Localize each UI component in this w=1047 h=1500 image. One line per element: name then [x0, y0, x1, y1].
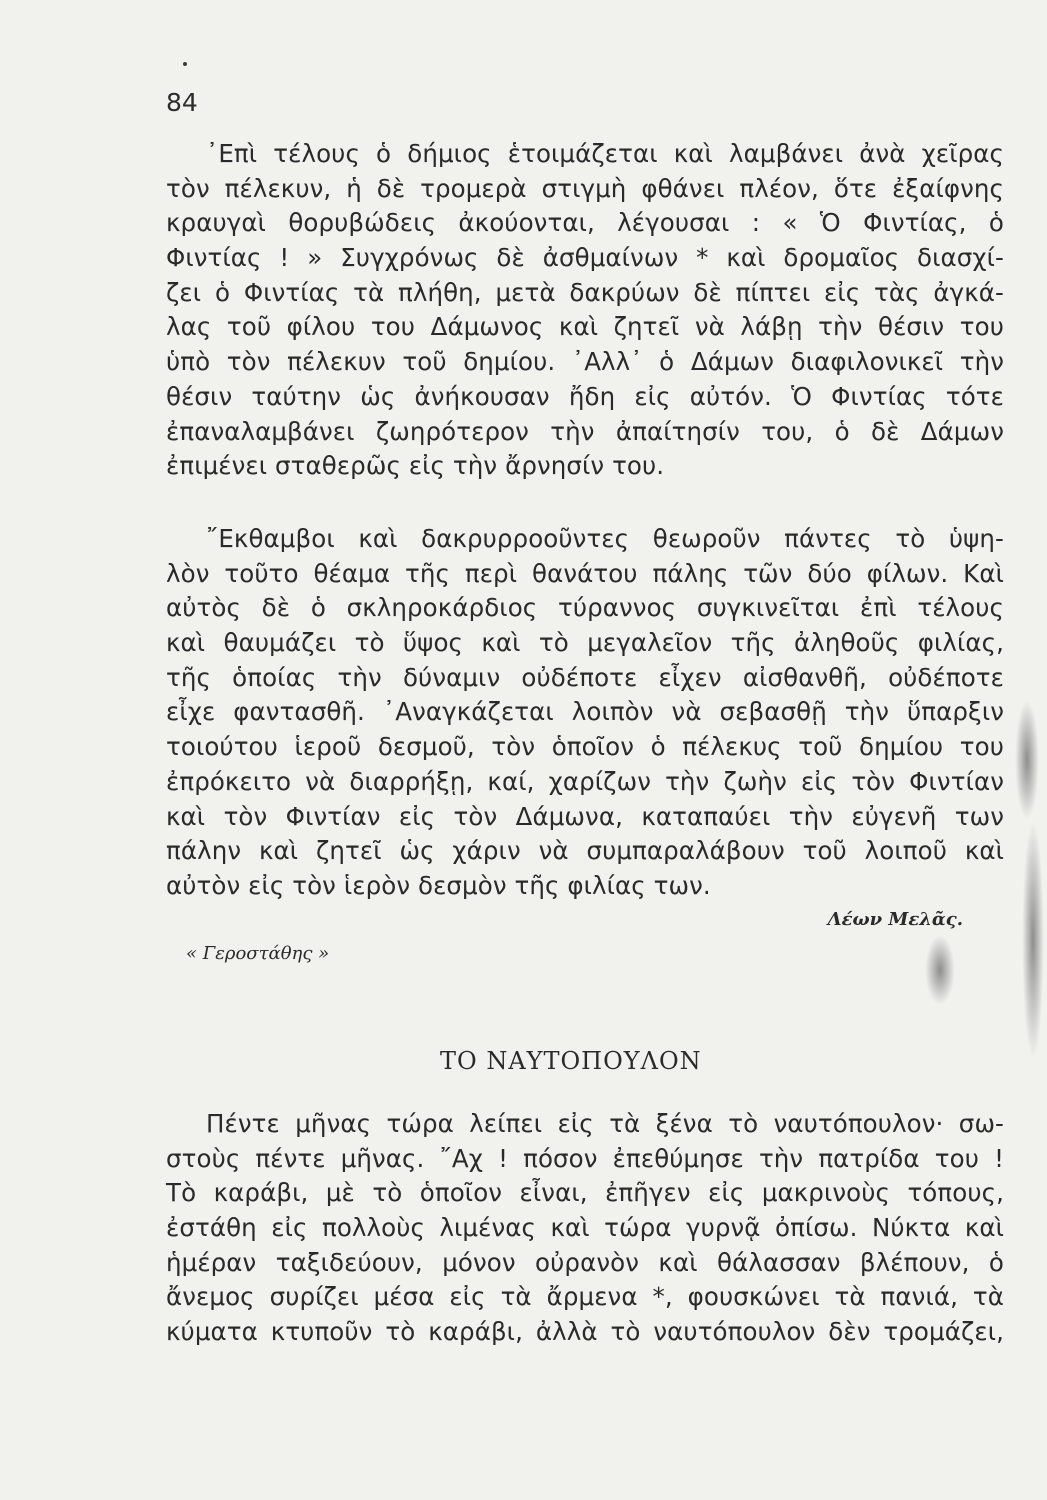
text-line: πάλην καὶ ζητεῖ ὡς χάριν νὰ συμπαραλάβουν τοῦ λοιποῦ καὶ: [166, 836, 1004, 866]
text-line: ἐπρόκειτο νὰ διαρρήξῃ, καί, χαρίζων τὴν ζωὴν εἰς τὸν Φιντίαν: [166, 766, 1004, 796]
text-line: Φιντίας ! » Συγχρόνως δὲ ἀσθμαίνων * καὶ δρομαῖος διασχί-: [166, 243, 1004, 273]
text-line: ῎Εκθαμβοι καὶ δακρυρροοῦντες θεωροῦν πάντες τὸ ὑψη-: [206, 524, 1004, 553]
source-citation: « Γεροστάθης »: [186, 943, 330, 964]
text-line: στοὺς πέντε μῆνας. ῎Αχ ! πόσον ἐπεθύμησε τὴν πατρίδα του !: [166, 1143, 1004, 1173]
text-line: λὸν τοῦτο θέαμα τῆς περὶ θανάτου πάλης τῶν δύο φίλων. Καὶ: [166, 558, 1004, 588]
paragraph-2: [166, 522, 1004, 904]
text-line: κύματα κτυποῦν τὸ καράβι, ἀλλὰ τὸ ναυτόπουλον δὲν τρομάζει,: [166, 1317, 1004, 1347]
text-line: καὶ τὸν Φιντίαν εἰς τὸν Δάμωνα, καταπαύει τὴν εὐγενῆ των: [166, 801, 1004, 831]
page-number: 84: [166, 88, 198, 117]
text-line: λας τοῦ φίλου του Δάμωνος καὶ ζητεῖ νὰ λάβῃ τὴν θέσιν του: [166, 312, 1004, 342]
text-line: ἡμέραν ταξιδεύουν, μόνον οὐρανὸν καὶ θάλασσαν βλέπουν, ὁ: [166, 1247, 1004, 1277]
text-line: ὑπὸ τὸν πέλεκυν τοῦ δημίου. ᾿Αλλ᾿ ὁ Δάμων διαφιλονικεῖ τὴν: [166, 347, 1004, 377]
text-line: τοιούτου ἱεροῦ δεσμοῦ, τὸν ὁποῖον ὁ πέλεκυς τοῦ δημίου του: [166, 732, 1004, 762]
author-signature: Λέων Μελᾶς.: [827, 909, 963, 930]
text-line: ζει ὁ Φιντίας τὰ πλήθη, μετὰ δακρύων δὲ πίπτει εἰς τὰς ἀγκά-: [166, 277, 1004, 307]
text-line: τὸν πέλεκυν, ἡ δὲ τρομερὰ στιγμὴ φθάνει πλέον, ὅτε ἐξαίφνης: [166, 173, 1004, 203]
text-line: εἶχε φαντασθῆ. ᾿Αναγκάζεται λοιπὸν νὰ σεβασθῇ τὴν ὕπαρξιν: [166, 697, 1004, 727]
text-line: Πέντε μῆνας τώρα λείπει εἰς τὰ ξένα τὸ ναυτόπουλον· σω-: [206, 1109, 1004, 1138]
text-line: ἐστάθη εἰς πολλοὺς λιμένας καὶ τώρα γυρνᾷ ὀπίσω. Νύκτα καὶ: [166, 1213, 1004, 1243]
text-line: αὐτὸς δὲ ὁ σκληροκάρδιος τύραννος συγκινεῖται ἐπὶ τέλους: [166, 593, 1004, 623]
scan-smudge: [925, 935, 955, 1005]
text-line: ἄνεμος συρίζει μέσα εἰς τὰ ἄρμενα *, φουσκώνει τὰ πανιά, τὰ: [166, 1282, 1004, 1312]
text-line: Τὸ καράβι, μὲ τὸ ὁποῖον εἶναι, ἐπῆγεν εἰς μακρινοὺς τόπους,: [166, 1178, 1004, 1208]
ink-dot: [183, 62, 187, 66]
text-line: ἐπαναλαμβάνει ζωηρότερον τὴν ἀπαίτησίν του, ὁ δὲ Δάμων: [166, 416, 1004, 446]
text-line: θέσιν ταύτην ὡς ἀνήκουσαν ἤδη εἰς αὐτόν. Ὁ Φιντίας τότε: [166, 381, 1004, 411]
text-line: κραυγαὶ θορυβώδεις ἀκούονται, λέγουσαι : « Ὁ Φιντίας, ὁ: [166, 208, 1004, 238]
text-line: τῆς ὁποίας τὴν δύναμιν οὐδέποτε εἶχεν αἰσθανθῆ, οὐδέποτε: [166, 662, 1004, 692]
text-line: ἐπιμένει σταθερῶς εἰς τὴν ἄρνησίν του.: [166, 451, 665, 481]
section-heading: ΤΟ ΝΑΥΤΟΠΟΥΛΟΝ: [440, 1047, 702, 1075]
paragraph-1: [166, 137, 1004, 484]
scan-smudge: [1022, 820, 1044, 1060]
text-line: αὐτὸν εἰς τὸν ἱερὸν δεσμὸν τῆς φιλίας των.: [166, 870, 711, 900]
paragraph-3: [166, 1107, 1004, 1350]
text-line: ᾿Επὶ τέλους ὁ δήμιος ἑτοιμάζεται καὶ λαμβάνει ἀνὰ χεῖρας: [206, 139, 1004, 168]
text-line: καὶ θαυμάζει τὸ ὕψος καὶ τὸ μεγαλεῖον τῆς ἀληθοῦς φιλίας,: [166, 628, 1004, 658]
scan-smudge: [1015, 700, 1039, 820]
